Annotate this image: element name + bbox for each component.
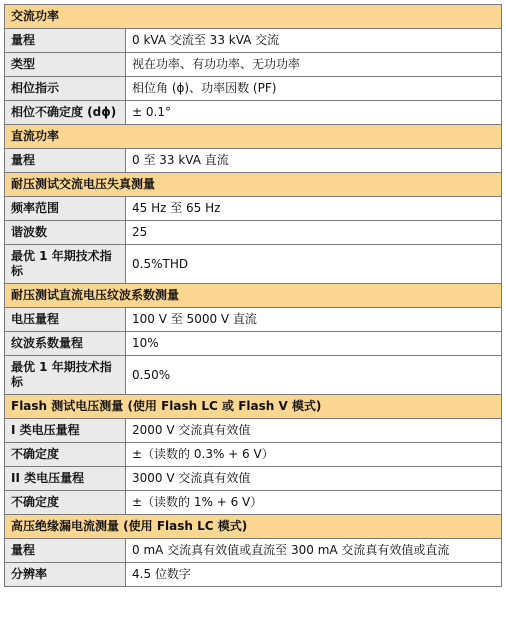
row-label: 谐波数: [5, 221, 126, 245]
row-label: 最优 1 年期技术指标: [5, 356, 126, 395]
table-row: [5, 308, 502, 332]
row-label: 量程: [5, 29, 126, 53]
row-value: 相位角 (ϕ)、功率因数 (PF): [126, 77, 502, 101]
row-value: ±（读数的 0.3% + 6 V）: [126, 443, 502, 467]
row-value: 45 Hz 至 65 Hz: [126, 197, 502, 221]
row-label: 最优 1 年期技术指标: [5, 245, 126, 284]
row-label: 不确定度: [5, 491, 126, 515]
row-label: 分辨率: [5, 563, 126, 587]
row-value: 2000 V 交流真有效值: [126, 419, 502, 443]
section-header-dc-ripple: [5, 284, 502, 308]
row-value: 0.5%THD: [126, 245, 502, 284]
table-row: [5, 221, 502, 245]
table-row: [5, 245, 502, 284]
section-header-ac-power: [5, 5, 502, 29]
table-row: [5, 563, 502, 587]
row-value: 0.50%: [126, 356, 502, 395]
row-label: 频率范围: [5, 197, 126, 221]
table-row: [5, 77, 502, 101]
row-label: 纹波系数量程: [5, 332, 126, 356]
section-header-dc-power: [5, 125, 502, 149]
row-label: 量程: [5, 539, 126, 563]
table-row: [5, 149, 502, 173]
section-title: 耐压测试交流电压失真测量: [5, 173, 502, 197]
row-value: ±（读数的 1% + 6 V）: [126, 491, 502, 515]
row-value: 0 至 33 kVA 直流: [126, 149, 502, 173]
section-title: Flash 测试电压测量 (使用 Flash LC 或 Flash V 模式): [5, 395, 502, 419]
row-value: 0 mA 交流真有效值或直流至 300 mA 交流真有效值或直流: [126, 539, 502, 563]
row-label: 量程: [5, 149, 126, 173]
table-row: [5, 197, 502, 221]
row-value: 100 V 至 5000 V 直流: [126, 308, 502, 332]
spec-table: [4, 4, 502, 587]
table-row: [5, 29, 502, 53]
row-value: 10%: [126, 332, 502, 356]
table-row: [5, 356, 502, 395]
row-label: II 类电压量程: [5, 467, 126, 491]
table-row: [5, 53, 502, 77]
section-header-flash-voltage: [5, 395, 502, 419]
row-label: 相位不确定度 (dϕ): [5, 101, 126, 125]
section-title: 高压绝缘漏电流测量 (使用 Flash LC 模式): [5, 515, 502, 539]
section-header-leakage-current: [5, 515, 502, 539]
row-value: 0 kVA 交流至 33 kVA 交流: [126, 29, 502, 53]
row-value: 3000 V 交流真有效值: [126, 467, 502, 491]
row-value: 25: [126, 221, 502, 245]
section-title: 耐压测试直流电压纹波系数测量: [5, 284, 502, 308]
section-title: 直流功率: [5, 125, 502, 149]
table-row: [5, 419, 502, 443]
table-row: [5, 332, 502, 356]
table-row: [5, 539, 502, 563]
table-row: [5, 101, 502, 125]
row-label: 相位指示: [5, 77, 126, 101]
row-label: 类型: [5, 53, 126, 77]
table-row: [5, 467, 502, 491]
row-value: 4.5 位数字: [126, 563, 502, 587]
row-value: ± 0.1°: [126, 101, 502, 125]
row-label: 电压量程: [5, 308, 126, 332]
section-title: 交流功率: [5, 5, 502, 29]
table-row: [5, 443, 502, 467]
table-row: [5, 491, 502, 515]
row-label: I 类电压量程: [5, 419, 126, 443]
row-label: 不确定度: [5, 443, 126, 467]
row-value: 视在功率、有功功率、无功功率: [126, 53, 502, 77]
section-header-ac-distortion: [5, 173, 502, 197]
